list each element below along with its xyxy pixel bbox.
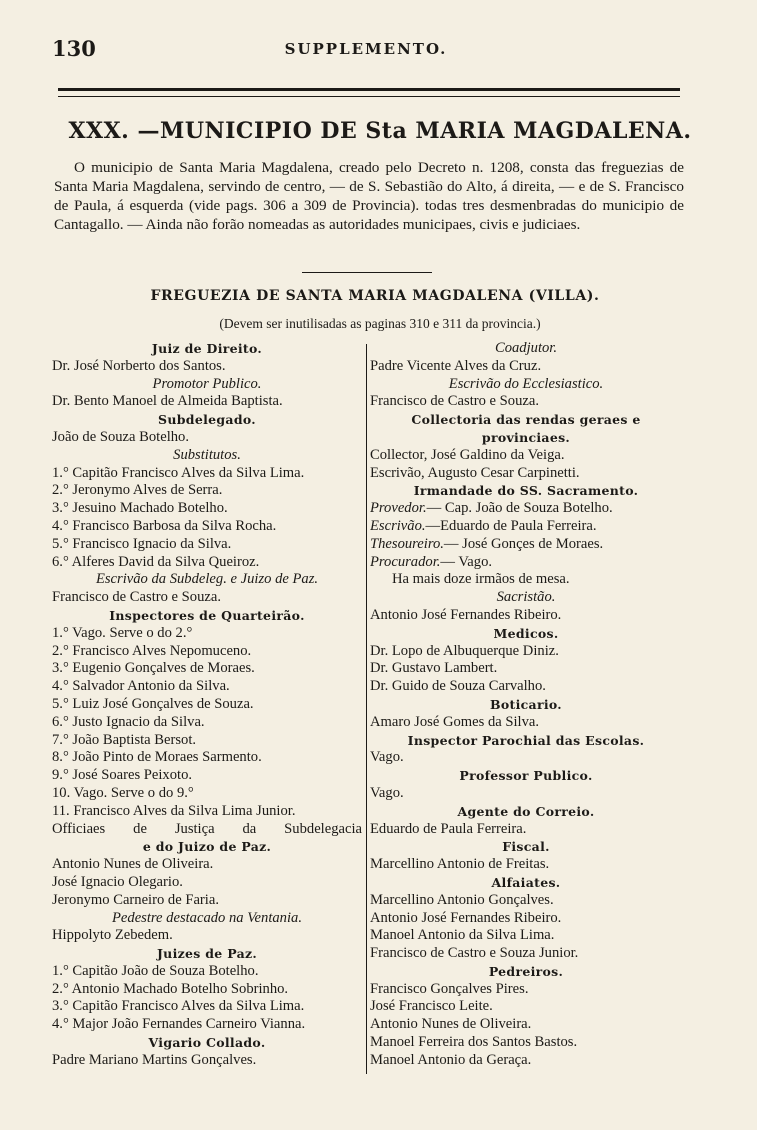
entry-line: Antonio José Fernandes Ribeiro.: [370, 606, 562, 623]
office-label: Procurador.: [370, 553, 441, 570]
entry-line: 3.° Jesuino Machado Botelho.: [52, 500, 228, 517]
entry-line: 6.° Alferes David da Silva Queiroz.: [52, 553, 260, 570]
office-label: Provedor.: [370, 500, 427, 517]
entry-line: Padre Vicente Alves da Cruz.: [370, 357, 542, 374]
entry-line: José Ignacio Olegario.: [52, 873, 183, 890]
entry-line: 5.° Luiz José Gonçalves de Souza.: [52, 695, 254, 712]
intro-paragraph: O municipio de Santa Maria Magdalena, creado pelo Decreto n. 1208, consta das freguezias de Santa Maria Magdalena, servindo de centro, — de S. Sebastião do Alto, á direita, — e de S. Francisco de Paula, á esquerda (vide pags. 306 a 309 de Provincia). todas tres desmenbradas do municipio de Cantagallo. — Ainda não forão nomeadas as autoridades municipaes, civis e judiciaes.: [54, 159, 684, 233]
page-number: 130: [52, 36, 96, 61]
entry-line: Francisco de Castro e Souza.: [52, 589, 221, 606]
entry-heading: Juizes de Paz.: [156, 946, 258, 962]
entry-heading: Escrivão do Ecclesiastico.: [448, 375, 604, 392]
office-holder: — José Gonçes de Moraes.: [443, 535, 604, 552]
entry-heading: Medicos.: [493, 625, 559, 641]
running-title: SUPPLEMENTO.: [284, 40, 448, 58]
section-title: XXX. —MUNICIPIO DE Sta MARIA MAGDALENA.: [68, 118, 692, 144]
entry-line: Dr. Bento Manoel de Almeida Baptista.: [52, 393, 283, 410]
entry-line: Dr. Lopo de Albuquerque Diniz.: [370, 642, 559, 659]
parish-note: (Devem ser inutilisadas as paginas 310 e 311 da provincia.): [219, 316, 541, 331]
entry-line: Amaro José Gomes da Silva.: [370, 713, 540, 730]
entry-line: Marcellino Antonio de Freitas.: [370, 856, 550, 873]
page-header: [52, 36, 680, 62]
entry-line: 1.° Capitão Francisco Alves da Silva Lima.: [52, 464, 305, 481]
entry-line: 3.° Capitão Francisco Alves da Silva Lima.: [52, 998, 305, 1015]
entry-line: [370, 536, 682, 554]
entry-heading: Inspector Parochial das Escolas.: [407, 732, 645, 748]
office-label: Thesoureiro.: [370, 535, 444, 552]
entry-heading: Alfaiates.: [491, 874, 561, 890]
entry-line: 11. Francisco Alves da Silva Lima Junior.: [52, 802, 296, 819]
office-holder: — Cap. João de Souza Botelho.: [426, 500, 613, 517]
entry-line: Jeronymo Carneiro de Faria.: [52, 891, 219, 908]
entry-line: 1.° Vago. Serve o do 2.°: [52, 624, 193, 641]
entry-heading: e do Juizo de Paz.: [142, 839, 272, 855]
entry-line: Manoel Antonio da Geraça.: [370, 1051, 532, 1068]
entry-line: [370, 554, 682, 572]
entry-line: Francisco de Castro e Souza Junior.: [370, 945, 579, 962]
entry-heading: Agente do Correio.: [457, 803, 595, 819]
entry-line: 1.° Capitão João de Souza Botelho.: [52, 962, 259, 979]
entry-line: Antonio José Fernandes Ribeiro.: [370, 909, 562, 926]
entry-line: Francisco Gonçalves Pires.: [370, 980, 529, 997]
entry-line: Antonio Nunes de Oliveira.: [52, 856, 214, 873]
entry-line: Manoel Ferreira dos Santos Bastos.: [370, 1034, 578, 1051]
entry-line: Padre Mariano Martins Gonçalves.: [52, 1051, 257, 1068]
entry-heading: Pedestre destacado na Ventania.: [112, 909, 302, 926]
entry-line: Collector, José Galdino da Veiga.: [370, 446, 565, 463]
entry-line: 2.° Jeronymo Alves de Serra.: [52, 482, 223, 499]
entry-line: Escrivão, Augusto Cesar Carpinetti.: [370, 464, 580, 481]
right-column: [370, 340, 682, 1070]
entry-line: [370, 500, 682, 518]
entry-heading: Collectoria das rendas geraes e: [411, 412, 641, 428]
left-column: [52, 340, 362, 1070]
entry-heading: Escrivão da Subdeleg. e Juizo de Paz.: [95, 571, 319, 588]
entry-line: 2.° Francisco Alves Nepomuceno.: [52, 642, 252, 659]
entry-line: Francisco de Castro e Souza.: [370, 393, 539, 410]
entry-line: 10. Vago. Serve o do 9.°: [52, 784, 194, 801]
entry-heading: Subdelegado.: [158, 412, 256, 428]
entry-heading: Irmandade do SS. Sacramento.: [413, 483, 639, 499]
entry-line: 6.° Justo Ignacio da Silva.: [52, 713, 205, 730]
entry-line: 2.° Antonio Machado Botelho Sobrinho.: [52, 980, 289, 997]
column-divider: [366, 344, 367, 1074]
office-holder: — Vago.: [440, 553, 493, 570]
entry-line: Marcellino Antonio Gonçalves.: [370, 891, 554, 908]
entry-line: 5.° Francisco Ignacio da Silva.: [52, 535, 232, 552]
entry-heading: Inspectores de Quarteirão.: [109, 607, 305, 623]
entry-heading: Sacristão.: [496, 589, 556, 606]
entry-heading: Pedreiros.: [488, 963, 564, 979]
entry-heading: Boticario.: [490, 696, 562, 712]
entry-line: 8.° João Pinto de Moraes Sarmento.: [52, 749, 262, 766]
header-rule: [58, 88, 680, 97]
entry-line: Ha mais doze irmãos de mesa.: [392, 571, 570, 588]
entry-line: 4.° Major João Fernandes Carneiro Vianna.: [52, 1016, 306, 1033]
entry-line: Dr. José Norberto dos Santos.: [52, 357, 226, 374]
entry-line: Hippolyto Zebedem.: [52, 927, 173, 944]
entry-heading: Fiscal.: [502, 839, 550, 855]
entry-line: Eduardo de Paula Ferreira.: [370, 820, 527, 837]
section-divider: [302, 272, 432, 273]
entry-line: 3.° Eugenio Gonçalves de Moraes.: [52, 660, 255, 677]
entry-heading: Professor Publico.: [459, 768, 593, 784]
entry-line: Dr. Guido de Souza Carvalho.: [370, 678, 546, 695]
parish-title: FREGUEZIA DE SANTA MARIA MAGDALENA (VILLA).: [150, 288, 600, 304]
entry-line: Vago.: [370, 749, 404, 766]
office-label: Escrivão.: [370, 517, 426, 534]
entry-heading: Substitutos.: [173, 446, 241, 463]
entry-line: Antonio Nunes de Oliveira.: [370, 1016, 532, 1033]
entry-line: João de Souza Botelho.: [52, 428, 189, 445]
entry-heading: Officiaes de Justiça da Subdelegacia: [52, 820, 362, 837]
entry-heading: Promotor Publico.: [152, 375, 262, 392]
office-holder: —Eduardo de Paula Ferreira.: [425, 517, 597, 534]
entry-line: 4.° Francisco Barbosa da Silva Rocha.: [52, 517, 277, 534]
entry-line: Vago.: [370, 784, 404, 801]
entry-line: Dr. Gustavo Lambert.: [370, 660, 498, 677]
entry-line: Manoel Antonio da Silva Lima.: [370, 927, 555, 944]
entry-line: [370, 518, 682, 536]
entry-heading: Juiz de Direito.: [151, 341, 263, 356]
entry-heading: provinciaes.: [481, 429, 571, 445]
entry-line: José Francisco Leite.: [370, 998, 493, 1015]
entry-line: 4.° Salvador Antonio da Silva.: [52, 678, 230, 695]
entry-heading: Coadjutor.: [494, 340, 558, 356]
entry-line: 9.° José Soares Peixoto.: [52, 767, 193, 784]
entry-line: 7.° João Baptista Bersot.: [52, 731, 197, 748]
entry-heading: Vigario Collado.: [148, 1035, 266, 1051]
